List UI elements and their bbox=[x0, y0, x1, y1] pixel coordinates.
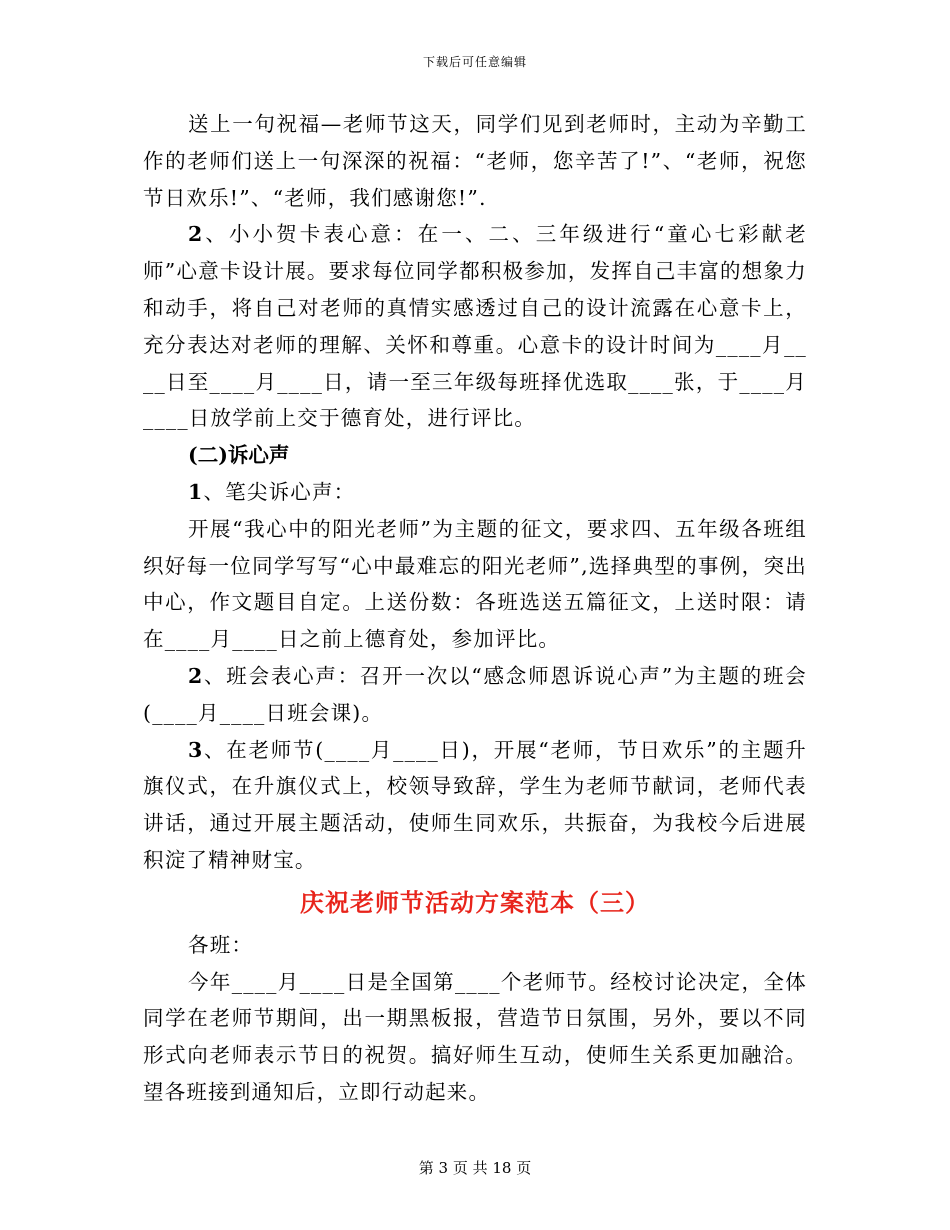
paragraph-salutation: 各班： bbox=[188, 932, 254, 957]
paragraph-class-meeting bbox=[143, 658, 807, 732]
paragraph-text: 、小小贺卡表心意：在一、二、三年级进行“童心七彩献老师”心意卡设计展。要求每位同学都积极参加，发挥自己丰富的想象力和动手，将自己对老师的真情实感透过自己的设计流露在心意卡上，充分表达对老师的理解、关怀和尊重。心意卡的设计时间为____月____日至____月____日，请一至三年级每班择优选取____张，于____月____日放学前上交于德育处，进行评比。 bbox=[143, 222, 807, 431]
paragraph-pen-voice bbox=[143, 474, 807, 511]
item-number: 2 bbox=[188, 663, 204, 688]
paragraph-essay: 开展“我心中的阳光老师”为主题的征文，要求四、五年级各班组织好每一位同学写写“心中最难忘的阳光老师”,选择典型的事例，突出中心，作文题目自定。上送份数：各班选送五篇征文，上送时限：请在____月____日之前上德育处，参加评比。 bbox=[143, 516, 807, 652]
paragraph-text: 、笔尖诉心声： bbox=[203, 479, 356, 504]
document-body bbox=[143, 106, 807, 1111]
item-number: 3 bbox=[188, 737, 204, 762]
item-number: 2 bbox=[188, 222, 204, 247]
paragraph-text: 、班会表心声：召开一次以“感念师恩诉说心声”为主题的班会(____月____日班会课)。 bbox=[143, 663, 807, 725]
page-header: 下载后可任意编辑 bbox=[422, 55, 527, 69]
section-heading-voice: (二)诉心声 bbox=[188, 443, 290, 468]
document-title: 庆祝老师节活动方案范本（三） bbox=[300, 887, 650, 917]
paragraph-greeting-card bbox=[143, 216, 807, 437]
paragraph-text: 、在老师节(____月____日)，开展“老师，节日欢乐”的主题升旗仪式，在升旗仪式上，校领导致辞，学生为老师节献词，老师代表讲话，通过开展主题活动，使师生同欢乐，共振奋，为我校今后进展积淀了精神财宝。 bbox=[143, 737, 807, 872]
paragraph-notice: 今年____月____日是全国第____个老师节。经校讨论决定，全体同学在老师节期间，出一期黑板报，营造节日氛围，另外，要以不同形式向老师表示节日的祝贺。搞好师生互动，使师生关系更加融洽。望各班接到通知后，立即行动起来。 bbox=[143, 969, 807, 1104]
item-number: 1 bbox=[188, 479, 204, 504]
paragraph-flag-ceremony bbox=[143, 732, 807, 879]
page-number: 第 3 页 共 18 页 bbox=[418, 1159, 532, 1177]
paragraph-blessing: 送上一句祝福—老师节这天，同学们见到老师时，主动为辛勤工作的老师们送上一句深深的祝福：“老师，您辛苦了!”、“老师，祝您节日欢乐!”、“老师，我们感谢您!”. bbox=[143, 112, 807, 210]
